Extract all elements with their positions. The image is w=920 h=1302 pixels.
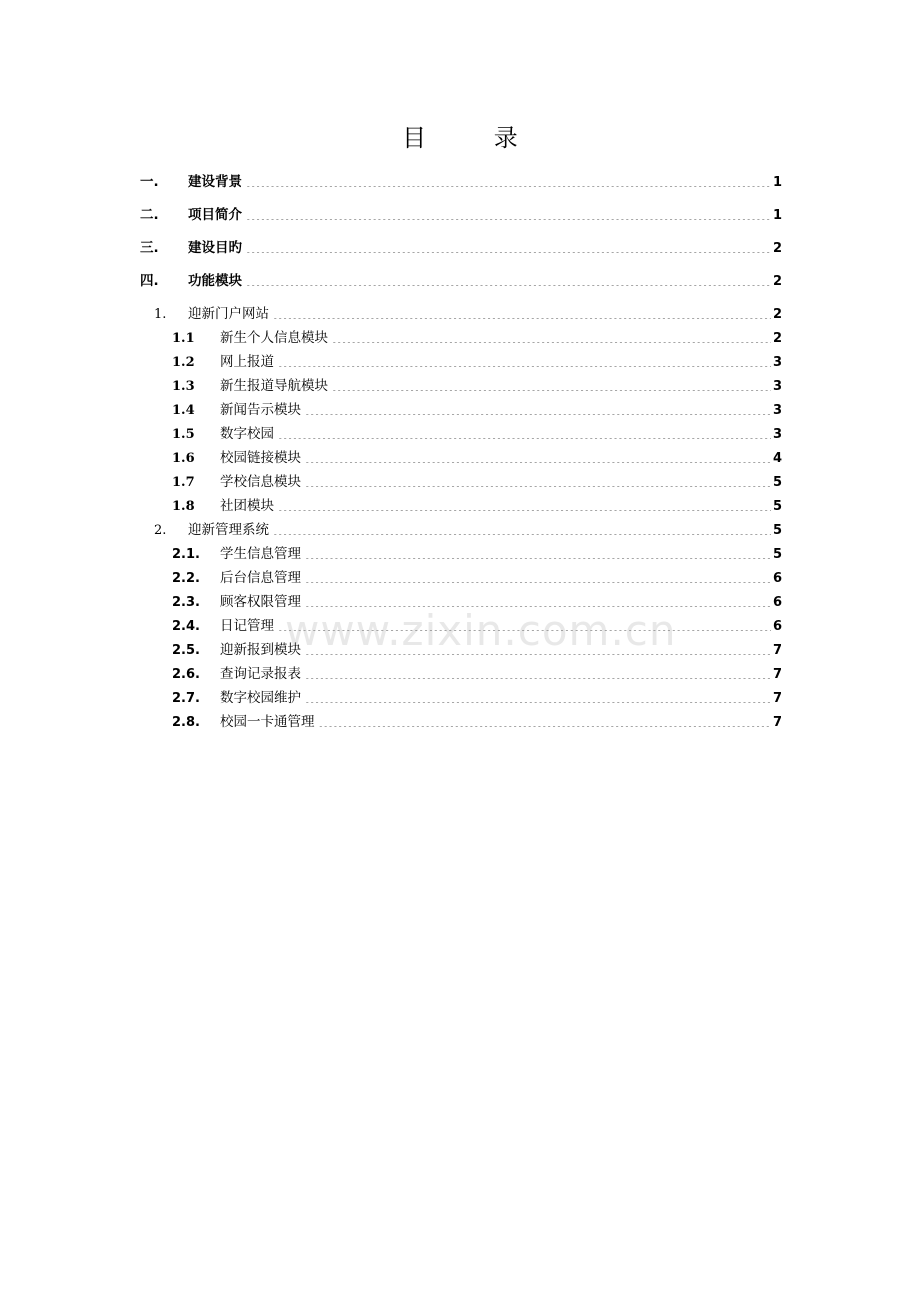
toc-entry-number: 1.5 [172,427,195,442]
toc-entry-label: 功能模块 [188,273,242,289]
toc-entry-number: 2. [154,523,167,538]
toc-entry-label: 数字校园 [220,426,274,442]
dot-leader [332,329,771,343]
toc-entry-number: 1.4 [172,403,195,418]
toc-entry-label: 项目简介 [188,207,242,223]
toc-entry-page: 1 [772,175,782,190]
dot-leader [305,545,771,559]
dot-leader [305,593,771,607]
toc-entry-page: 5 [772,475,782,490]
toc-entry-label: 顾客权限管理 [220,594,301,610]
toc-entry-page: 7 [772,643,782,658]
toc-entry-page: 1 [772,208,782,223]
toc-title: 目 录 [402,124,548,152]
dot-leader [305,689,771,703]
toc-entry-label: 迎新管理系统 [188,522,269,538]
toc-entry-page: 2 [772,274,782,289]
toc-entry-number: 2.7. [172,691,200,706]
toc-entry[interactable] [140,269,782,302]
toc-entry-label: 查询记录报表 [220,666,301,682]
toc-entry-number: 一. [140,174,159,190]
toc-entry-label: 新闻告示模块 [220,402,301,418]
toc-entry-page: 7 [772,691,782,706]
toc-entry-page: 3 [772,379,782,394]
toc-entry-number: 2.6. [172,667,200,682]
toc-entry-label: 网上报道 [220,354,274,370]
dot-leader [246,173,771,187]
toc-entry-number: 1.2 [172,355,195,370]
toc-entry-page: 2 [772,241,782,256]
watermark: www.zixin.com.cn [285,606,677,655]
dot-leader [305,665,771,679]
toc-entry-label: 日记管理 [220,618,274,634]
toc-entry-label: 建设目旳 [188,240,242,256]
toc-entry-number: 1.6 [172,451,195,466]
toc-entry[interactable] [140,302,782,326]
toc-entry-label: 数字校园维护 [220,690,301,706]
toc-entry[interactable] [140,398,782,422]
toc-entry-label: 后台信息管理 [220,570,301,586]
toc-entry-number: 三. [140,240,159,256]
toc-entry[interactable] [140,374,782,398]
toc-entry-label: 校园链接模块 [220,450,301,466]
toc-entry-page: 3 [772,427,782,442]
toc-entry-number: 2.3. [172,595,200,610]
toc-entry[interactable] [140,446,782,470]
toc-entry-number: 1.3 [172,379,195,394]
toc-entry-label: 新生报道导航模块 [220,378,328,394]
toc-entry[interactable] [140,422,782,446]
toc-entry[interactable] [140,170,782,203]
toc-entry-page: 2 [772,331,782,346]
toc-entry-page: 6 [772,619,782,634]
dot-leader [246,239,771,253]
dot-leader [305,401,771,415]
toc-entry[interactable] [140,542,782,566]
toc-entry[interactable] [140,686,782,710]
toc-entry-number: 二. [140,207,159,223]
toc-entry-page: 6 [772,595,782,610]
toc-entry-label: 新生个人信息模块 [220,330,328,346]
toc-entry-label: 学校信息模块 [220,474,301,490]
toc-entry-page: 2 [772,307,782,322]
dot-leader [273,305,771,319]
toc-entry-number: 四. [140,273,159,289]
toc-entry-number: 1.7 [172,475,195,490]
dot-leader [246,206,771,220]
toc-entry-page: 7 [772,715,782,730]
toc-entry-label: 迎新报到模块 [220,642,301,658]
dot-leader [305,449,771,463]
dot-leader [319,713,771,727]
toc-entry[interactable] [140,566,782,590]
toc-entry-label: 学生信息管理 [220,546,301,562]
toc-entry[interactable] [140,326,782,350]
toc-entry[interactable] [140,470,782,494]
toc-entry[interactable] [140,710,782,734]
dot-leader [278,353,771,367]
dot-leader [332,377,771,391]
toc-entry[interactable] [140,662,782,686]
toc-entry-number: 1.8 [172,499,195,514]
dot-leader [305,569,771,583]
toc-entry-page: 4 [772,451,782,466]
dot-leader [246,272,771,286]
toc-entry-label: 校园一卡通管理 [220,714,315,730]
dot-leader [273,521,771,535]
toc-entry-number: 2.2. [172,571,200,586]
toc-entry[interactable] [140,350,782,374]
dot-leader [305,473,771,487]
toc-entry-label: 迎新门户网站 [188,306,269,322]
toc-entry[interactable] [140,236,782,269]
toc-entry-page: 3 [772,403,782,418]
toc-entry[interactable] [140,518,782,542]
toc-entry-number: 2.4. [172,619,200,634]
toc-entry-number: 2.1. [172,547,200,562]
toc-entry-number: 2.5. [172,643,200,658]
toc-entry-page: 5 [772,547,782,562]
toc-entry-label: 社团模块 [220,498,274,514]
toc-entry-page: 7 [772,667,782,682]
toc-entry[interactable] [140,203,782,236]
toc-entry-page: 5 [772,499,782,514]
toc-entry-number: 1. [154,307,167,322]
toc-entry-label: 建设背景 [188,174,242,190]
toc-entry[interactable] [140,494,782,518]
toc-entry-page: 3 [772,355,782,370]
dot-leader [278,497,771,511]
toc-entry-page: 6 [772,571,782,586]
toc-entry-page: 5 [772,523,782,538]
toc-entry-number: 2.8. [172,715,200,730]
dot-leader [278,425,771,439]
toc-entry-number: 1.1 [172,331,195,346]
